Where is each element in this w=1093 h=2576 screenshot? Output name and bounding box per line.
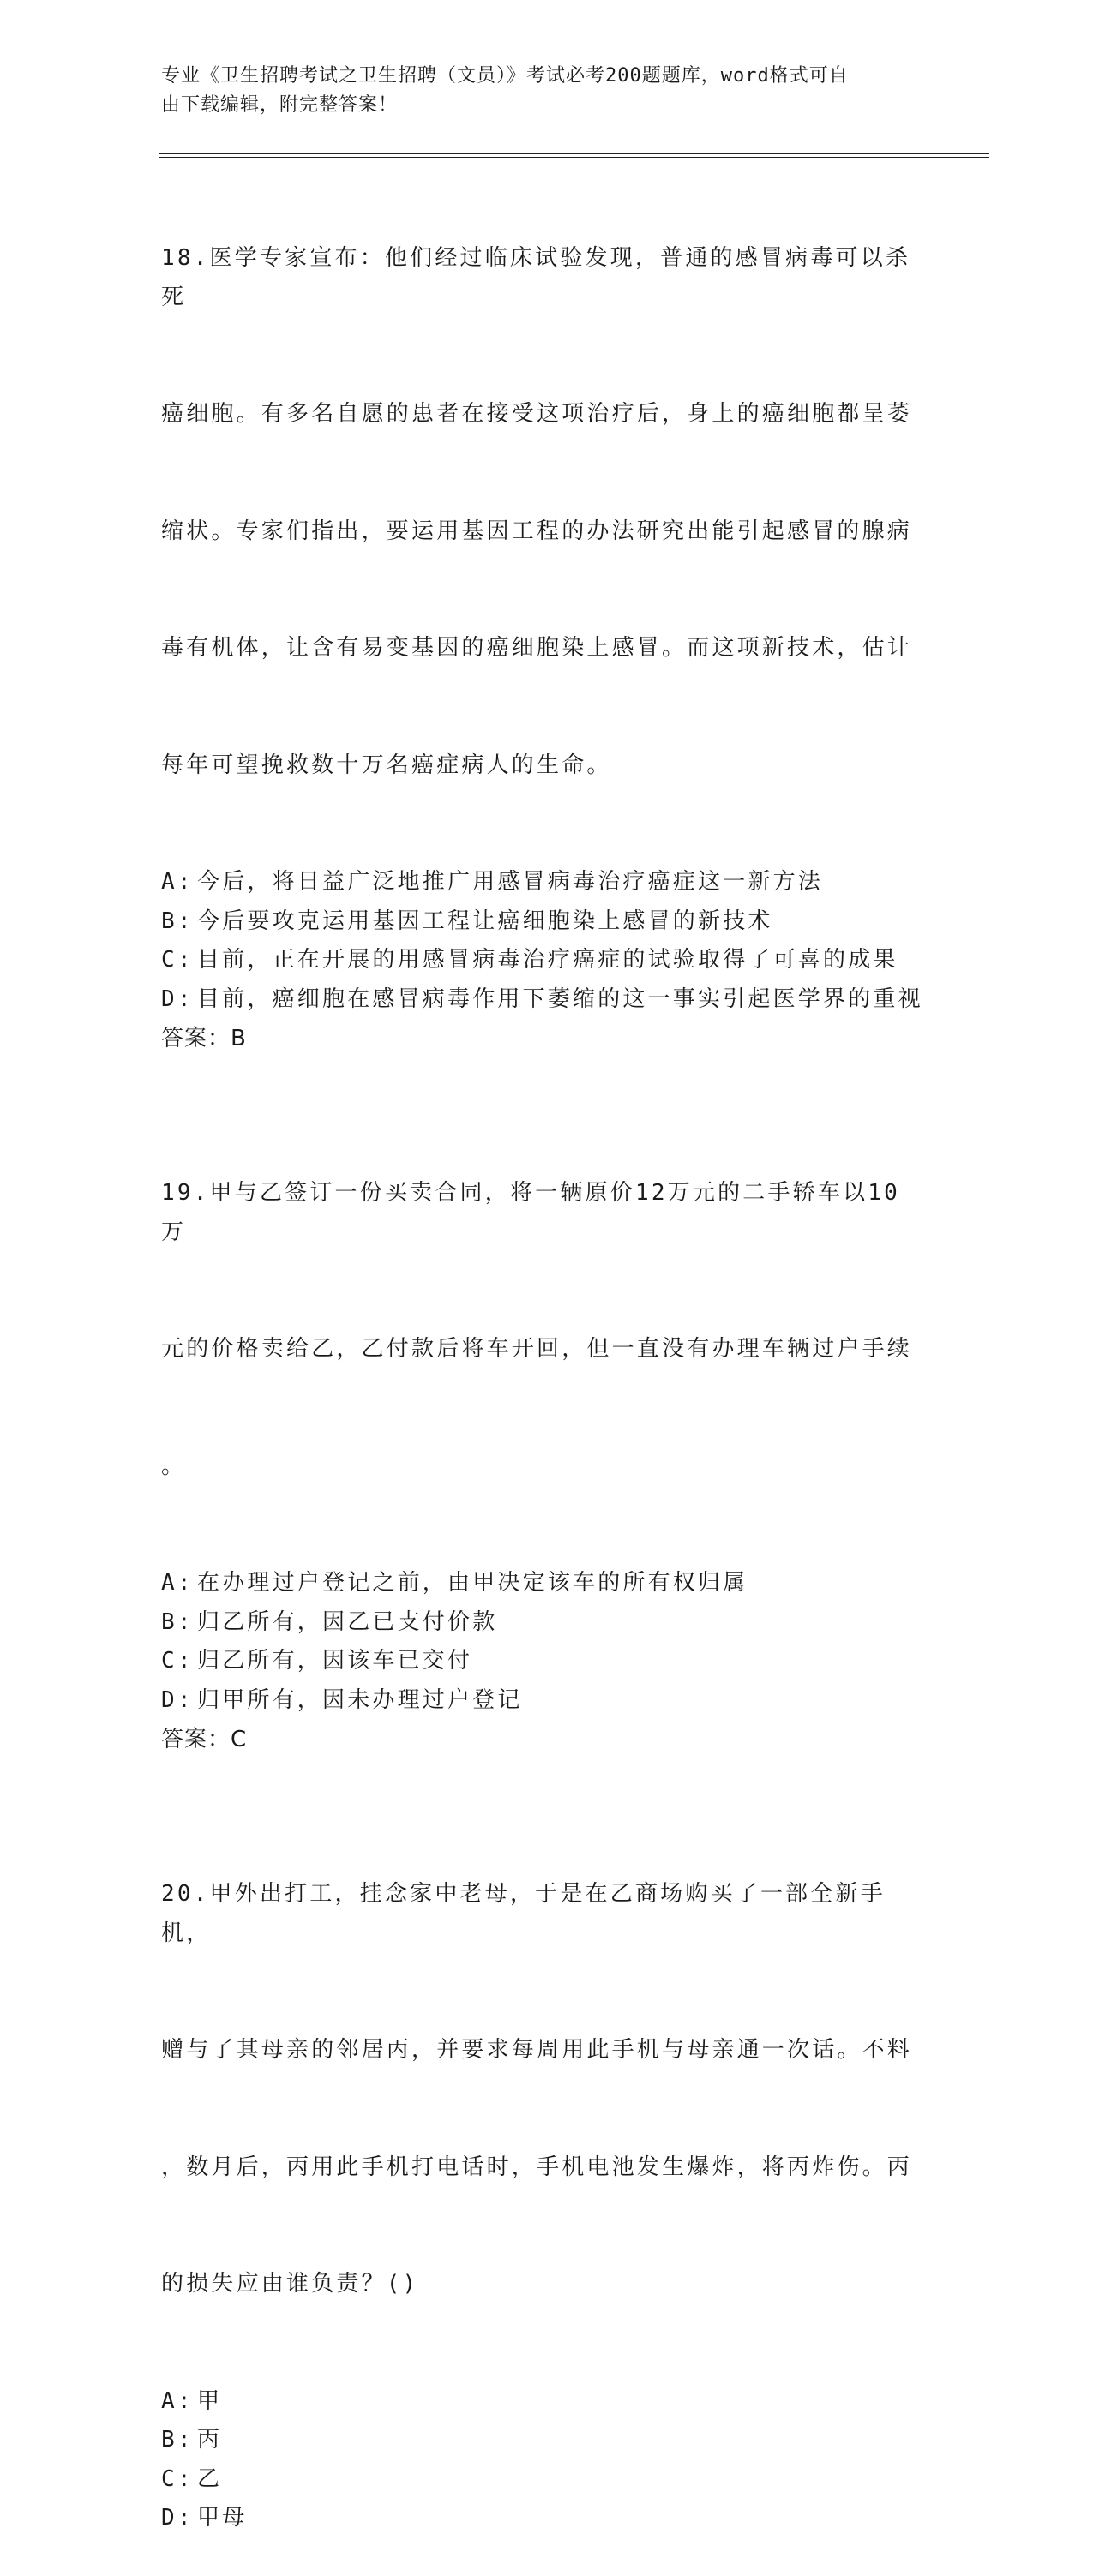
option-key: C: — [161, 2465, 194, 2492]
option-text: 今后，将日益广泛地推广用感冒病毒治疗癌症这一新方法 — [197, 869, 824, 895]
stem-line: 缩状。专家们指出，要运用基因工程的办法研究出能引起感冒的腺病 — [161, 518, 913, 544]
option-key: B: — [161, 908, 194, 934]
option-text: 乙 — [197, 2465, 223, 2492]
option-key: B: — [161, 2427, 194, 2453]
option-key: D: — [161, 985, 194, 1012]
stem-line: 毒有机体，让含有易变基因的癌细胞染上感冒。而这项新技术，估计 — [161, 635, 913, 661]
option-key: A: — [161, 1570, 194, 1596]
option-key: C: — [161, 1648, 194, 1674]
option-key: A: — [161, 2387, 194, 2414]
stem-line: 。 — [161, 1453, 187, 1479]
option-d — [161, 1681, 924, 1721]
option-text: 归乙所有，因乙已支付价款 — [197, 1609, 498, 1635]
stem-line: 癌细胞。有多名自愿的患者在接受这项治疗后，身上的癌细胞都呈萎 — [161, 401, 913, 427]
question-18 — [161, 161, 924, 1058]
header-divider-thin — [159, 157, 989, 158]
question-19 — [161, 1096, 924, 1759]
answer-line: 答案：B — [161, 1026, 247, 1051]
option-text: 目前，正在开展的用感冒病毒治疗癌症的试验取得了可喜的成果 — [197, 947, 898, 973]
stem-line: ，数月后，丙用此手机打电话时，手机电池发生爆炸，将丙炸伤。丙 — [161, 2154, 913, 2180]
question-stem — [161, 161, 924, 863]
question-stem — [161, 1797, 924, 2382]
question-stem — [161, 1096, 924, 1564]
option-c — [161, 2460, 924, 2500]
stem-line: 每年可望挽救数十万名癌症病人的生命。 — [161, 752, 612, 778]
option-c — [161, 1642, 924, 1681]
answer-line: 答案：C — [161, 1727, 248, 1752]
option-key: D: — [161, 2505, 194, 2531]
stem-line: 20.甲外出打工，挂念家中老母，于是在乙商场购买了一部全新手机， — [161, 1881, 886, 1946]
option-key: D: — [161, 1686, 194, 1713]
option-d — [161, 980, 924, 1020]
stem-line: 赠与了其母亲的邻居丙，并要求每周用此手机与母亲通一次话。不料 — [161, 2037, 913, 2063]
option-c — [161, 941, 924, 980]
option-a — [161, 863, 924, 902]
option-b — [161, 1603, 924, 1643]
option-text: 甲母 — [197, 2505, 248, 2531]
option-text: 甲 — [197, 2387, 223, 2414]
option-text: 归乙所有，因该车已交付 — [197, 1648, 473, 1674]
option-key: B: — [161, 1609, 194, 1635]
option-b — [161, 902, 924, 942]
stem-line: 18.医学专家宣布：他们经过临床试验发现，普通的感冒病毒可以杀死 — [161, 245, 911, 310]
option-text: 归甲所有，因未办理过户登记 — [197, 1686, 523, 1713]
question-20 — [161, 1797, 924, 2538]
document-header — [161, 62, 916, 120]
stem-line: 元的价格卖给乙，乙付款后将车开回，但一直没有办理车辆过户手续 — [161, 1336, 913, 1362]
option-key: A: — [161, 869, 194, 895]
stem-line: 19.甲与乙签订一份买卖合同，将一辆原价12万元的二手轿车以10万 — [161, 1180, 900, 1245]
question-list — [161, 161, 924, 2576]
option-key: C: — [161, 947, 194, 973]
header-line-2: 由下载编辑，附完整答案！ — [161, 94, 399, 116]
option-a — [161, 1564, 924, 1603]
stem-line: 的损失应由谁负责？() — [161, 2271, 419, 2297]
header-line-1: 专业《卫生招聘考试之卫生招聘（文员）》考试必考200题题库，word格式可自 — [161, 65, 849, 87]
header-divider-thick — [159, 153, 989, 154]
option-text: 目前，癌细胞在感冒病毒作用下萎缩的这一事实引起医学界的重视 — [197, 985, 923, 1012]
option-b — [161, 2421, 924, 2460]
option-text: 在办理过户登记之前，由甲决定该车的所有权归属 — [197, 1570, 748, 1596]
option-a — [161, 2382, 924, 2422]
option-d — [161, 2499, 924, 2538]
option-text: 今后要攻克运用基因工程让癌细胞染上感冒的新技术 — [197, 908, 773, 934]
option-text: 丙 — [197, 2427, 223, 2453]
